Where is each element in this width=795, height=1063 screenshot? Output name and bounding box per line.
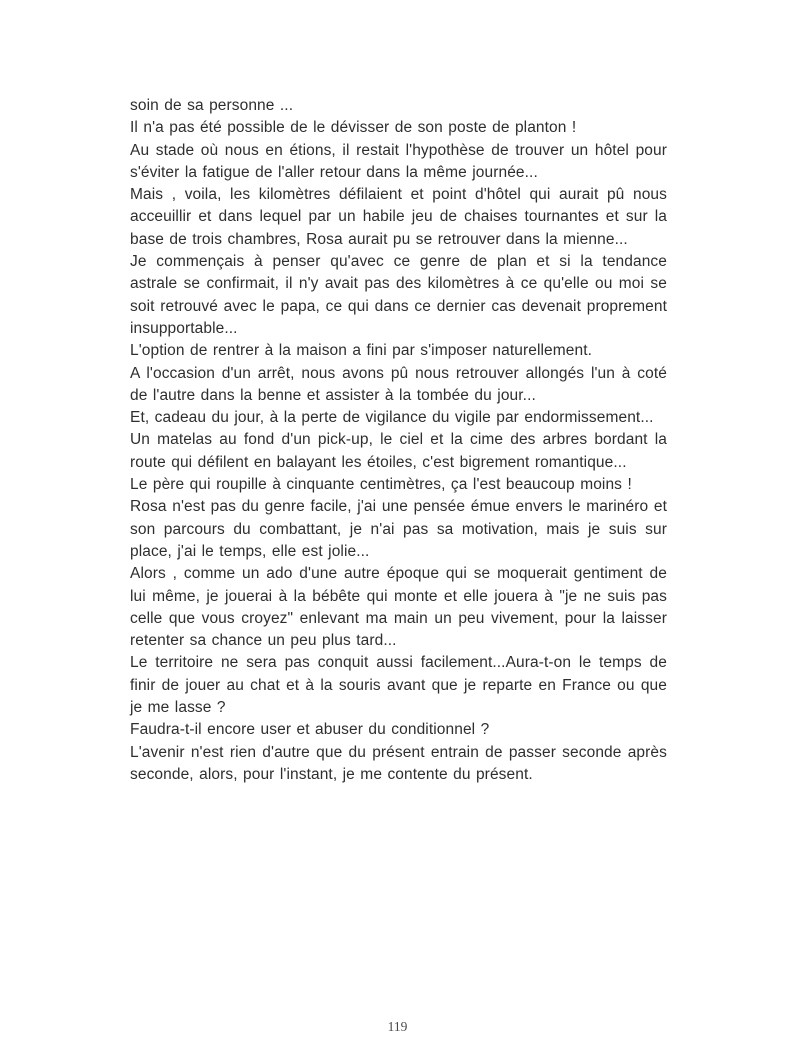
paragraph: Je commençais à penser qu'avec ce genre de plan et si la tendance astrale se confirmait, il n'y avait pas des kilomètres à ce qu'elle ou moi se soit retrouvé avec le papa, ce qui dans ce dernier cas devenait proprement insupportable... [130,253,667,337]
paragraph: Faudra-t-il encore user et abuser du conditionnel ? [130,721,490,739]
paragraph: Le territoire ne sera pas conquit aussi facilement...Aura-t-on le temps de finir de jouer au chat et à la souris avant que je reparte en France ou que je me lasse ? [130,654,667,717]
paragraph: soin de sa personne ... [130,97,294,114]
paragraph: Mais , voila, les kilomètres défilaient et point d'hôtel qui aurait pû nous acceuillir et dans lequel par un habile jeu de chaises tournantes et sur la base de trois chambres, Rosa aurait pu se retrouver dans la mienne... [130,186,667,248]
paragraph: Et, cadeau du jour, à la perte de vigilance du vigile par endormissement... [130,409,654,427]
paragraph: Un matelas au fond d'un pick-up, le ciel et la cime des arbres bordant la route qui défilent en balayant les étoiles, c'est bigrement romantique... [130,431,667,471]
paragraph: Alors , comme un ado d'une autre époque qui se moquerait gentiment de lui même, je jouerai à la bébête qui monte et elle jouera à "je ne suis pas celle que vous croyez" enlevant ma main un peu vivement, pour la laisser retenter sa chance un peu plus tard... [130,565,667,650]
text-block [130,95,667,786]
paragraph: Au stade où nous en étions, il restait l'hypothèse de trouver un hôtel pour s'éviter la fatigue de l'aller retour dans la même journée... [130,141,667,181]
paragraph: Le père qui roupille à cinquante centimètres, ça l'est beaucoup moins ! [130,476,632,494]
paragraph: Rosa n'est pas du genre facile, j'ai une pensée émue envers le marinéro et son parcours du combattant, je n'ai pas sa motivation, mais je suis sur place, j'ai le temps, elle est jolie... [130,498,667,560]
paragraph: Il n'a pas été possible de le dévisser de son poste de planton ! [130,119,577,137]
paragraph: L'avenir n'est rien d'autre que du présent entrain de passer seconde après seconde, alors, pour l'instant, je me contente du présent. [130,743,667,783]
paragraph: A l'occasion d'un arrêt, nous avons pû nous retrouver allongés l'un à coté de l'autre dans la benne et assister à la tombée du jour... [130,364,667,404]
page-number: 119 [387,1019,408,1034]
paragraph: L'option de rentrer à la maison a fini par s'imposer naturellement. [130,342,593,360]
